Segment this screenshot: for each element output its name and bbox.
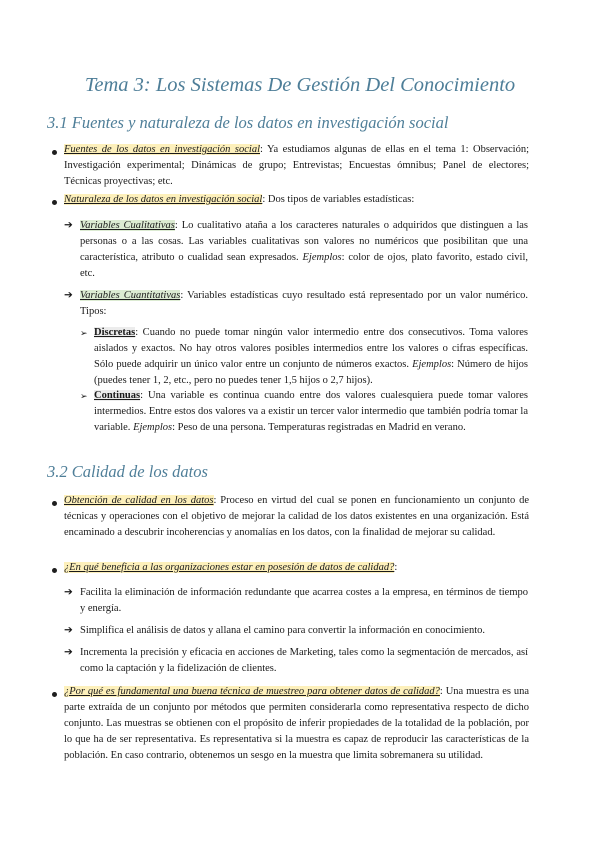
bullet-dot [52,501,57,506]
item-text: : Cuando no puede tomar ningún valor intermedio entre dos consecutivos. Toma valores aislados y exactos. No hay otros valores posibles intermedios entre los valores o cifras específicas. Sólo puede adquirir un único valor entre un conjunto de números exactos. [94,327,528,370]
item-text: : Lo cualitativo ataña a los caracteres naturales o adquiridos que distinguen a las personas o a las cosas. Las variables cualitativas son valores no numéricos que posibilitan que una característica, atributo o cualidad sean expresados. [80,220,528,263]
term-fuentes: Fuentes de los datos en investigación social [64,144,260,155]
triangle-bullet-icon: ➢ [80,328,88,338]
term-discretas: Discretas [94,327,136,338]
term-cualitativas: Variables Cualitativas [80,220,175,231]
item-discretas [94,325,528,389]
term-cuantitativas: Variables Cuantitativas [80,290,181,301]
bullet-text: : Ya estudiamos algunas de ellas en el tema 1: Observación; Investigación experimental; Dinámicas de grupo; Entrevistas; Encuestas ómnibus; Panel de electores; Técnicas proyectivas; etc. [64,144,529,187]
bullet-text: : Proceso en virtud del cual se ponen en funcionamiento un conjunto de técnicas y operaciones con el objetivo de mejorar la calidad de los datos existentes en una organización. Está encaminado a descubrir incoherencias y anomalías en los datos, con la finalidad de mejorar su calidad. [64,495,529,538]
bullet-text: : Una muestra es una parte extraída de un conjunto por métodos que permiten considerarla como representativa respecto de dicho conjunto. Las muestras se obtienen con el propósito de inferir propiedades de la totalidad de la población, por lo que ha de ser representativa. Es representativa si la muestra es capaz de reproducir las características de la población. En caso contrario, obtenemos un sesgo en la muestra que limita sobremanera su utilidad. [64,686,529,761]
bullet-dot [52,200,57,205]
arrow-icon: ➔ [64,290,73,301]
item-cuantitativas [80,288,528,320]
term-obtencion: Obtención de calidad en los datos [64,495,214,506]
section-heading-3-1: 3.1 Fuentes y naturaleza de los datos en investigación social [47,113,449,132]
arrow-icon: ➔ [64,587,73,598]
ejemplos-label: Ejemplos [412,359,452,370]
bullet-text: : Dos tipos de variables estadísticas: [262,194,415,205]
arrow-icon: ➔ [64,647,73,658]
term-beneficio: ¿En qué beneficia a las organizaciones estar en posesión de datos de calidad? [64,562,395,573]
section-heading-3-2: 3.2 Calidad de los datos [47,462,208,481]
bullet-muestreo [64,684,529,764]
bullet-dot [52,150,57,155]
list-item: Facilita la eliminación de información redundante que acarrea costes a la empresa, en términos de tiempo y energía. [80,587,528,614]
item-text: : Variables estadísticas cuyo resultado está representado por un valor numérico. Tipos: [80,290,528,317]
bullet-beneficio [64,560,529,576]
arrow-icon: ➔ [64,220,73,231]
item-cualitativas [80,218,528,282]
bullet-dot [52,692,57,697]
bullet-text: : [394,562,398,573]
ejemplos-label: Ejemplos [302,252,342,263]
document-title: Tema 3: Los Sistemas De Gestión Del Conocimiento [84,74,516,96]
item-text: : color de ojos, plato favorito, estado civil, etc. [80,252,529,279]
bullet-obtencion [64,493,529,541]
arrow-icon: ➔ [64,625,73,636]
ejemplos-label: Ejemplos [133,422,173,433]
list-item: Simplifica el análisis de datos y allana el camino para convertir la información en conocimiento. [80,625,485,636]
bullet-naturaleza [64,192,529,208]
list-item: Incrementa la precisión y eficacia en acciones de Marketing, tales como la segmentación de mercados, así como la captación y la fidelización de clientes. [80,647,528,674]
item-text: : Peso de una persona. Temperaturas registradas en Madrid en verano. [172,422,466,433]
term-naturaleza: Naturaleza de los datos en investigación social [64,194,263,205]
triangle-bullet-icon: ➢ [80,391,88,401]
term-muestreo: ¿Por qué es fundamental una buena técnica de muestreo para obtener datos de calidad? [64,686,440,697]
item-text: : Una variable es continua cuando entre dos valores cualesquiera puede tomar valores intermedios. Entre estos dos valores va a existir un tercer valor intermedio que también podría tomar la variable. [94,390,528,433]
term-continuas: Continuas [94,390,141,401]
bullet-fuentes [64,142,529,190]
item-text: : Número de hijos (puedes tener 1, 2, etc., pero no puedes tener 1,5 hijos o 2,7 hijos). [94,359,528,386]
item-continuas [94,388,528,436]
bullet-dot [52,568,57,573]
